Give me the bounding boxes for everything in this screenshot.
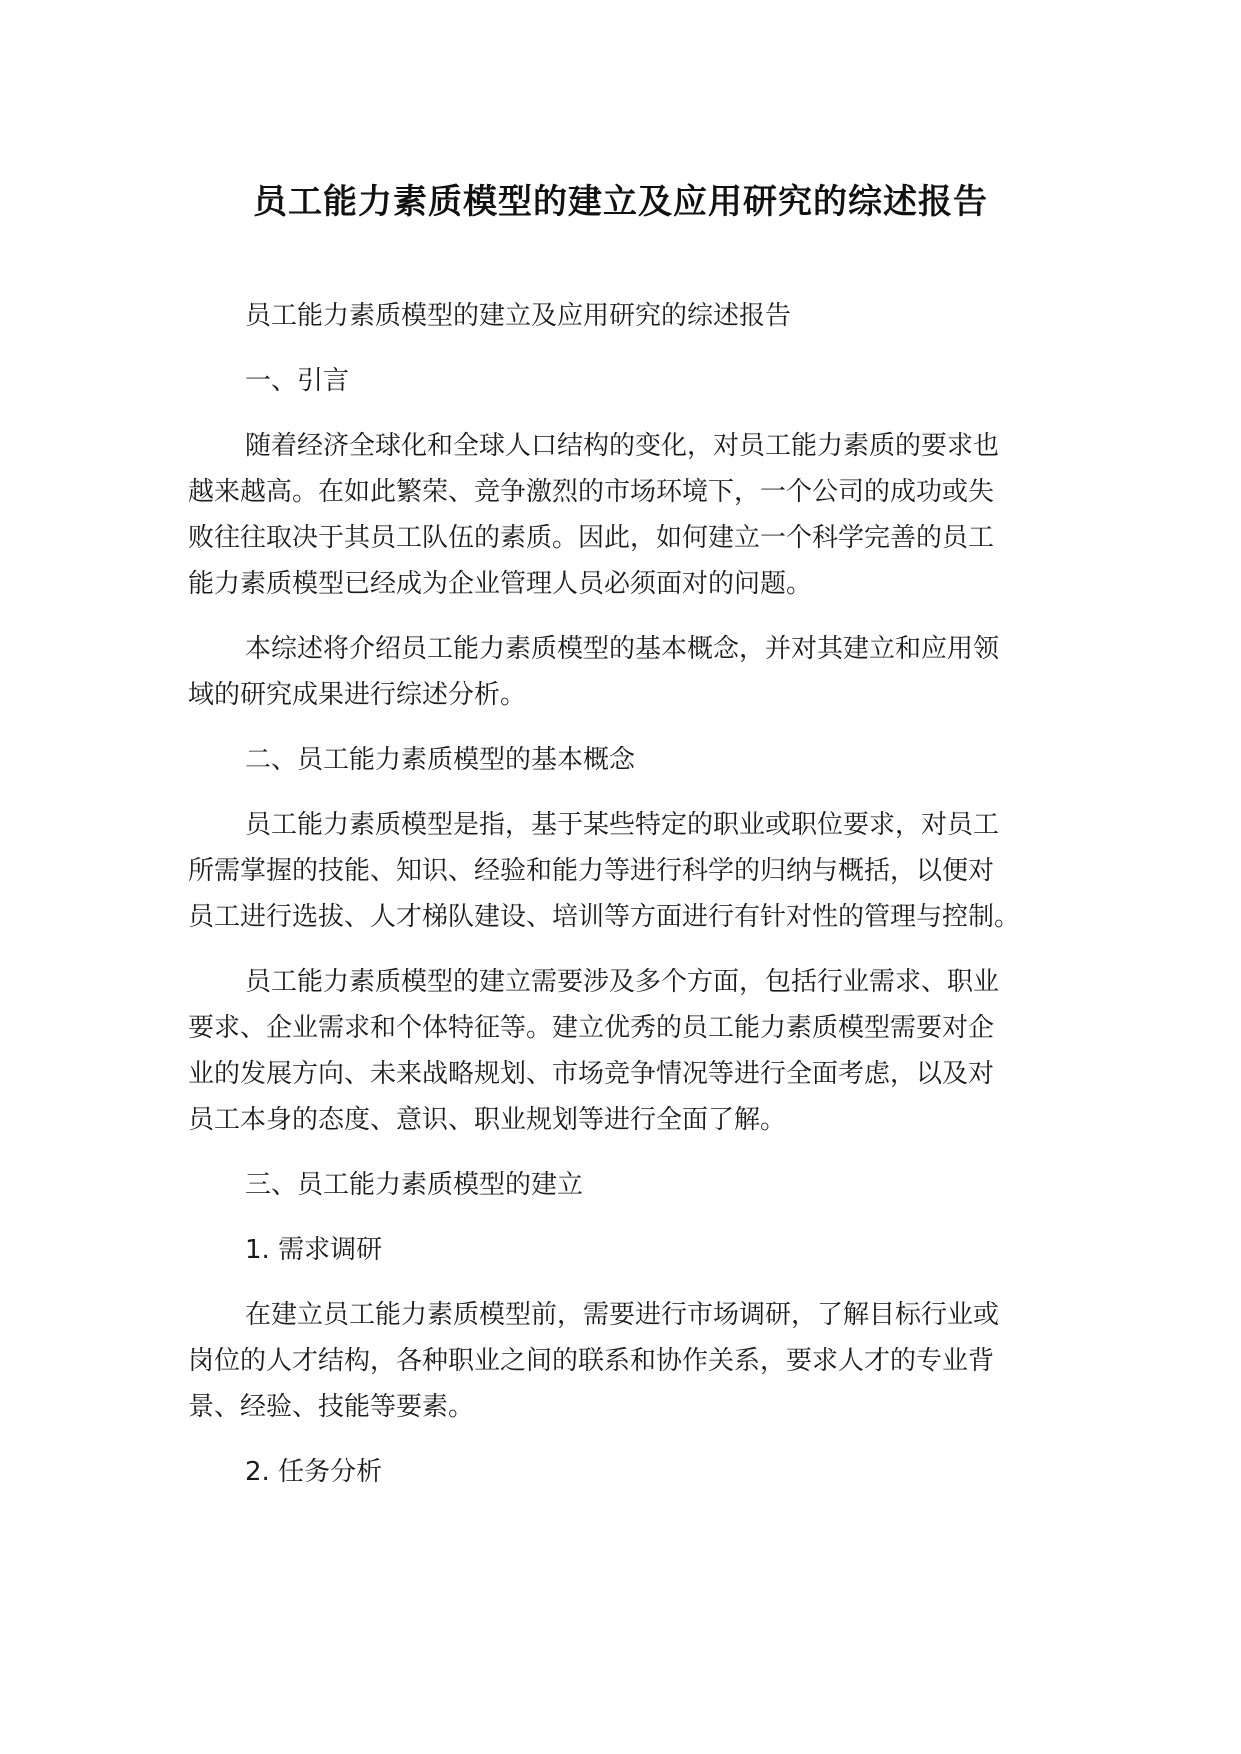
paragraph-line: 能力素质模型已经成为企业管理人员必须面对的问题。 [188, 569, 813, 599]
paragraph-basic-concept-2 [188, 959, 1050, 1143]
section-heading-introduction: 一、引言 [245, 366, 350, 396]
paragraph-line: 景、经验、技能等要素。 [188, 1392, 475, 1422]
paragraph-line: 员工能力素质模型是指，基于某些特定的职业或职位要求，对员工 [245, 810, 1000, 840]
paragraph-introduction-1 [188, 423, 1050, 607]
section-heading-basic-concept: 二、员工能力素质模型的基本概念 [245, 745, 636, 775]
paragraph-line: 随着经济全球化和全球人口结构的变化，对员工能力素质的要求也 [245, 431, 1000, 461]
section-heading-establishment: 三、员工能力素质模型的建立 [245, 1170, 584, 1200]
document-body [188, 293, 1050, 1495]
paragraph-line: 员工能力素质模型的建立需要涉及多个方面，包括行业需求、职业 [245, 967, 1000, 997]
paragraph-line: 在建立员工能力素质模型前，需要进行市场调研，了解目标行业或 [245, 1300, 1000, 1330]
paragraph-line: 越来越高。在如此繁荣、竞争激烈的市场环境下，一个公司的成功或失 [188, 477, 995, 507]
paragraph-introduction-2 [188, 626, 1050, 718]
document-title: 员工能力素质模型的建立及应用研究的综述报告 [253, 182, 988, 222]
paragraph-line: 本综述将介绍员工能力素质模型的基本概念，并对其建立和应用领 [245, 634, 1000, 664]
paragraph-line: 域的研究成果进行综述分析。 [188, 680, 527, 710]
paragraph-line: 所需掌握的技能、知识、经验和能力等进行科学的归纳与概括，以便对 [188, 856, 995, 886]
paragraph-line: 败往往取决于其员工队伍的素质。因此，如何建立一个科学完善的员工 [188, 523, 995, 553]
paragraph-line: 业的发展方向、未来战略规划、市场竞争情况等进行全面考虑，以及对 [188, 1059, 995, 1089]
paragraph-line: 员工进行选拔、人才梯队建设、培训等方面进行有针对性的管理与控制。 [188, 902, 1021, 932]
paragraph-line: 员工本身的态度、意识、职业规划等进行全面了解。 [188, 1105, 787, 1135]
paragraph-basic-concept-1 [188, 802, 1050, 940]
document-subtitle: 员工能力素质模型的建立及应用研究的综述报告 [245, 301, 792, 331]
paragraph-demand-research [188, 1292, 1050, 1430]
subsection-heading-task-analysis: 2. 任务分析 [245, 1457, 383, 1487]
subsection-heading-demand-research: 1. 需求调研 [245, 1235, 383, 1265]
paragraph-line: 要求、企业需求和个体特征等。建立优秀的员工能力素质模型需要对企 [188, 1013, 995, 1043]
paragraph-line: 岗位的人才结构，各种职业之间的联系和协作关系，要求人才的专业背 [188, 1346, 995, 1376]
